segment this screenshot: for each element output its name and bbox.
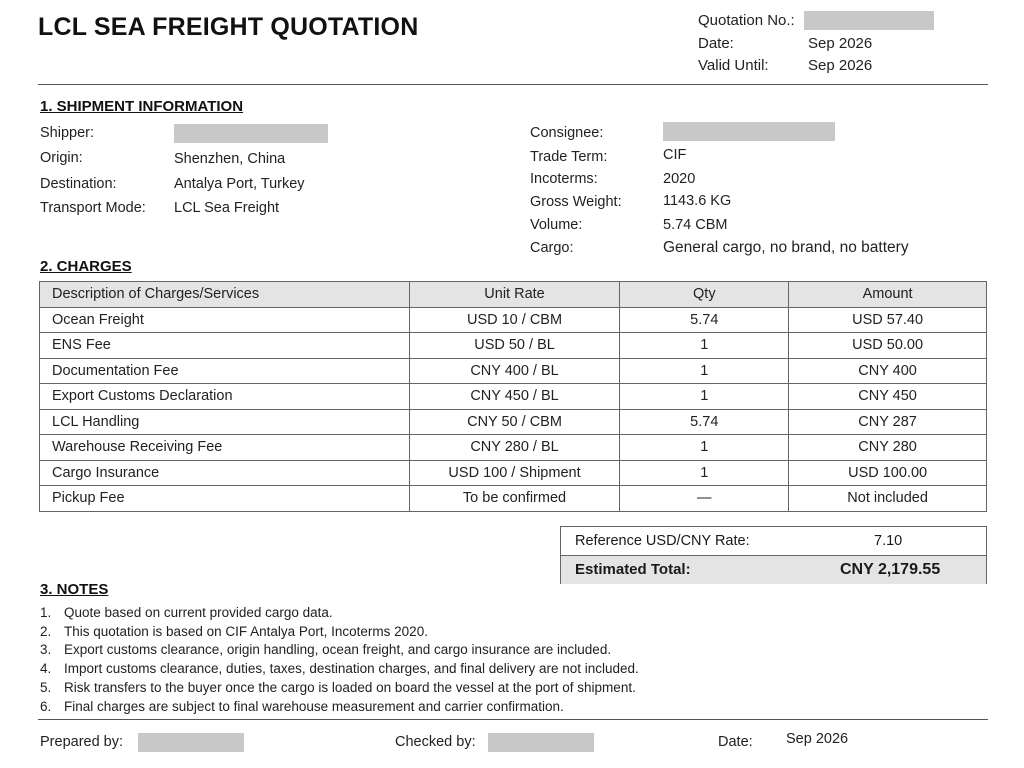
- note-item: [40, 699, 564, 714]
- gross-weight-label: Gross Weight:: [530, 194, 622, 210]
- cell-unit-rate: To be confirmed: [409, 486, 620, 512]
- cell-qty: 1: [620, 358, 789, 384]
- header-description: Description of Charges/Services: [40, 282, 410, 308]
- quotation-no-label: Quotation No.:: [698, 12, 795, 29]
- notes-section-title: 3. NOTES: [40, 581, 109, 598]
- shipper-redacted: [174, 124, 328, 143]
- cell-amount: CNY 450: [789, 384, 987, 410]
- table-row: [40, 486, 987, 512]
- date-label: Date:: [698, 35, 734, 52]
- note-text: Import customs clearance, duties, taxes, destination charges, and final delivery are not included.: [64, 661, 639, 676]
- cell-unit-rate: USD 100 / Shipment: [409, 460, 620, 486]
- incoterms-label: Incoterms:: [530, 171, 598, 187]
- cell-qty: 1: [620, 384, 789, 410]
- cell-description: Cargo Insurance: [40, 460, 410, 486]
- exchange-rate-value: 7.10: [874, 533, 903, 549]
- trade-term-value: CIF: [663, 147, 687, 163]
- valid-until-value: Sep 2026: [808, 57, 873, 74]
- cell-unit-rate: CNY 450 / BL: [409, 384, 620, 410]
- cell-description: Ocean Freight: [40, 307, 410, 333]
- cell-unit-rate: USD 50 / BL: [409, 333, 620, 359]
- shipper-label: Shipper:: [40, 125, 95, 141]
- charges-section-title: 2. CHARGES: [40, 258, 132, 275]
- header-amount: Amount: [789, 282, 987, 308]
- cell-unit-rate: CNY 50 / CBM: [409, 409, 620, 435]
- checked-by-redacted: [488, 733, 594, 752]
- note-text: Final charges are subject to final warehouse measurement and carrier confirmation.: [64, 699, 564, 714]
- note-text: Export customs clearance, origin handling, ocean freight, and cargo insurance are included.: [64, 642, 612, 657]
- note-number: 1.: [40, 605, 52, 620]
- summary-box: [560, 526, 987, 584]
- header-unit-rate: Unit Rate: [409, 282, 620, 308]
- cell-unit-rate: CNY 280 / BL: [409, 435, 620, 461]
- cell-description: Documentation Fee: [40, 358, 410, 384]
- cell-qty: 1: [620, 333, 789, 359]
- table-row: [40, 333, 987, 359]
- consignee-redacted: [663, 122, 835, 141]
- quotation-no-redacted: [804, 11, 934, 30]
- shipment-section-title: 1. SHIPMENT INFORMATION: [40, 98, 244, 115]
- exchange-rate-label: Reference USD/CNY Rate:: [575, 533, 750, 549]
- volume-label: Volume:: [530, 217, 583, 233]
- note-item: [40, 624, 428, 639]
- transport-mode-value: LCL Sea Freight: [174, 200, 280, 216]
- destination-value: Antalya Port, Turkey: [174, 176, 305, 192]
- cell-description: Export Customs Declaration: [40, 384, 410, 410]
- note-item: [40, 661, 639, 676]
- footer-date-value: Sep 2026: [786, 731, 849, 747]
- note-number: 6.: [40, 699, 52, 714]
- note-item: [40, 680, 636, 695]
- cell-description: LCL Handling: [40, 409, 410, 435]
- date-value: Sep 2026: [808, 35, 873, 52]
- exchange-rate-row: [561, 527, 986, 556]
- incoterms-value: 2020: [663, 171, 696, 187]
- cell-unit-rate: USD 10 / CBM: [409, 307, 620, 333]
- cell-amount: USD 57.40: [789, 307, 987, 333]
- cell-description: Warehouse Receiving Fee: [40, 435, 410, 461]
- note-number: 4.: [40, 661, 52, 676]
- gross-weight-value: 1143.6 KG: [663, 193, 732, 209]
- page-title: LCL SEA FREIGHT QUOTATION: [38, 13, 419, 41]
- note-number: 5.: [40, 680, 52, 695]
- estimated-total-label: Estimated Total:: [575, 561, 691, 578]
- prepared-by-label: Prepared by:: [40, 734, 124, 750]
- origin-value: Shenzhen, China: [174, 151, 286, 167]
- table-row: [40, 409, 987, 435]
- note-text: Risk transfers to the buyer once the cargo is loaded on board the vessel at the port of shipment.: [64, 680, 636, 695]
- transport-mode-label: Transport Mode:: [40, 200, 146, 216]
- header-qty: Qty: [620, 282, 789, 308]
- note-text: Quote based on current provided cargo data.: [64, 605, 333, 620]
- header-divider: [38, 84, 988, 85]
- charges-header-row: [40, 282, 987, 308]
- cell-amount: USD 100.00: [789, 460, 987, 486]
- note-number: 2.: [40, 624, 52, 639]
- destination-label: Destination:: [40, 176, 117, 192]
- cell-amount: CNY 287: [789, 409, 987, 435]
- note-text: This quotation is based on CIF Antalya Port, Incoterms 2020.: [64, 624, 428, 639]
- note-item: [40, 605, 333, 620]
- footer-date-label: Date:: [718, 734, 753, 750]
- cell-amount: CNY 280: [789, 435, 987, 461]
- prepared-by-redacted: [138, 733, 244, 752]
- estimated-total-value: CNY 2,179.55: [840, 561, 941, 578]
- checked-by-label: Checked by:: [395, 734, 476, 750]
- cell-unit-rate: CNY 400 / BL: [409, 358, 620, 384]
- cell-qty: 1: [620, 435, 789, 461]
- cell-amount: CNY 400: [789, 358, 987, 384]
- cargo-value: General cargo, no brand, no battery: [663, 239, 909, 256]
- consignee-label: Consignee:: [530, 125, 604, 141]
- table-row: [40, 435, 987, 461]
- cargo-label: Cargo:: [530, 240, 574, 256]
- table-row: [40, 384, 987, 410]
- valid-until-label: Valid Until:: [698, 57, 769, 74]
- cell-qty: —: [620, 486, 789, 512]
- table-row: [40, 307, 987, 333]
- cell-amount: USD 50.00: [789, 333, 987, 359]
- origin-label: Origin:: [40, 150, 83, 166]
- trade-term-label: Trade Term:: [530, 149, 608, 165]
- cell-qty: 1: [620, 460, 789, 486]
- cell-description: Pickup Fee: [40, 486, 410, 512]
- cell-amount: Not included: [789, 486, 987, 512]
- note-item: [40, 642, 611, 657]
- estimated-total-row: [561, 556, 986, 584]
- cell-qty: 5.74: [620, 409, 789, 435]
- cell-qty: 5.74: [620, 307, 789, 333]
- table-row: [40, 358, 987, 384]
- charges-table: [39, 281, 987, 512]
- note-number: 3.: [40, 642, 52, 657]
- footer-divider: [38, 719, 988, 720]
- cell-description: ENS Fee: [40, 333, 410, 359]
- volume-value: 5.74 CBM: [663, 217, 728, 233]
- table-row: [40, 460, 987, 486]
